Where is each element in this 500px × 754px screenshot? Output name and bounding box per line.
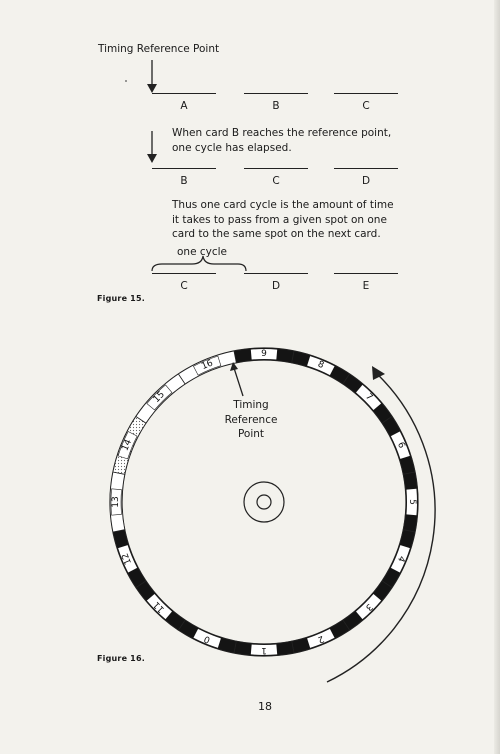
ring-number-12: 12 (120, 551, 135, 566)
ring-number-9: 9 (261, 349, 267, 359)
step-text-line-2: one cycle has elapsed. (172, 141, 292, 154)
card-label-e3: E (362, 280, 370, 292)
timing-reference-label: Timing Reference Point (98, 43, 220, 55)
card-label-d2: D (361, 175, 371, 187)
ring-number-0: 0 (202, 633, 212, 645)
card-label-b: B (272, 100, 280, 112)
timing-ring (110, 348, 418, 656)
card-label-c3: C (180, 280, 188, 292)
ring-number-11: 11 (151, 599, 167, 615)
timing-label-line-2: Reference (224, 413, 278, 426)
card-label-b2: B (180, 175, 188, 187)
reference-pointer (234, 368, 243, 396)
page-number: 18 (258, 700, 272, 713)
ring-number-15: 15 (151, 389, 167, 405)
hub-outer (244, 482, 284, 522)
ring-number-16: 16 (200, 358, 215, 373)
card-label-a: A (180, 100, 188, 112)
ring-number-13: 13 (111, 496, 121, 508)
ring-number-8: 8 (316, 359, 326, 371)
rotation-arrow-head (372, 366, 385, 380)
ring-number-2: 2 (316, 633, 326, 645)
ring-number-4: 4 (395, 554, 407, 564)
card-label-c: C (362, 100, 370, 112)
timing-reference-point-label (219, 398, 283, 442)
figure-16-caption: Figure 16. (97, 654, 145, 663)
cycle-definition-line-2: it takes to pass from a given spot on one (172, 213, 387, 226)
cycle-definition-line-3: card to the same spot on the next card. (172, 228, 381, 240)
cycle-definition-line-1: Thus one card cycle is the amount of time (172, 199, 394, 211)
step-text-line-1: When card B reaches the reference point, (172, 127, 392, 139)
hub-inner (257, 495, 271, 509)
card-label-d3: D (271, 280, 281, 292)
figure-15-caption: Figure 15. (97, 294, 145, 303)
card-label-c2: C (272, 175, 280, 187)
timing-label-line-3: Point (237, 428, 265, 440)
one-cycle-label: one cycle (177, 246, 228, 258)
ring-number-1: 1 (261, 645, 267, 655)
ring-number-6: 6 (395, 440, 407, 450)
timing-label-line-1: Timing (233, 399, 269, 411)
ring-number-14: 14 (120, 438, 135, 453)
ring-number-7: 7 (363, 391, 375, 403)
ring-number-5: 5 (407, 499, 417, 505)
ring-number-3: 3 (363, 601, 375, 613)
